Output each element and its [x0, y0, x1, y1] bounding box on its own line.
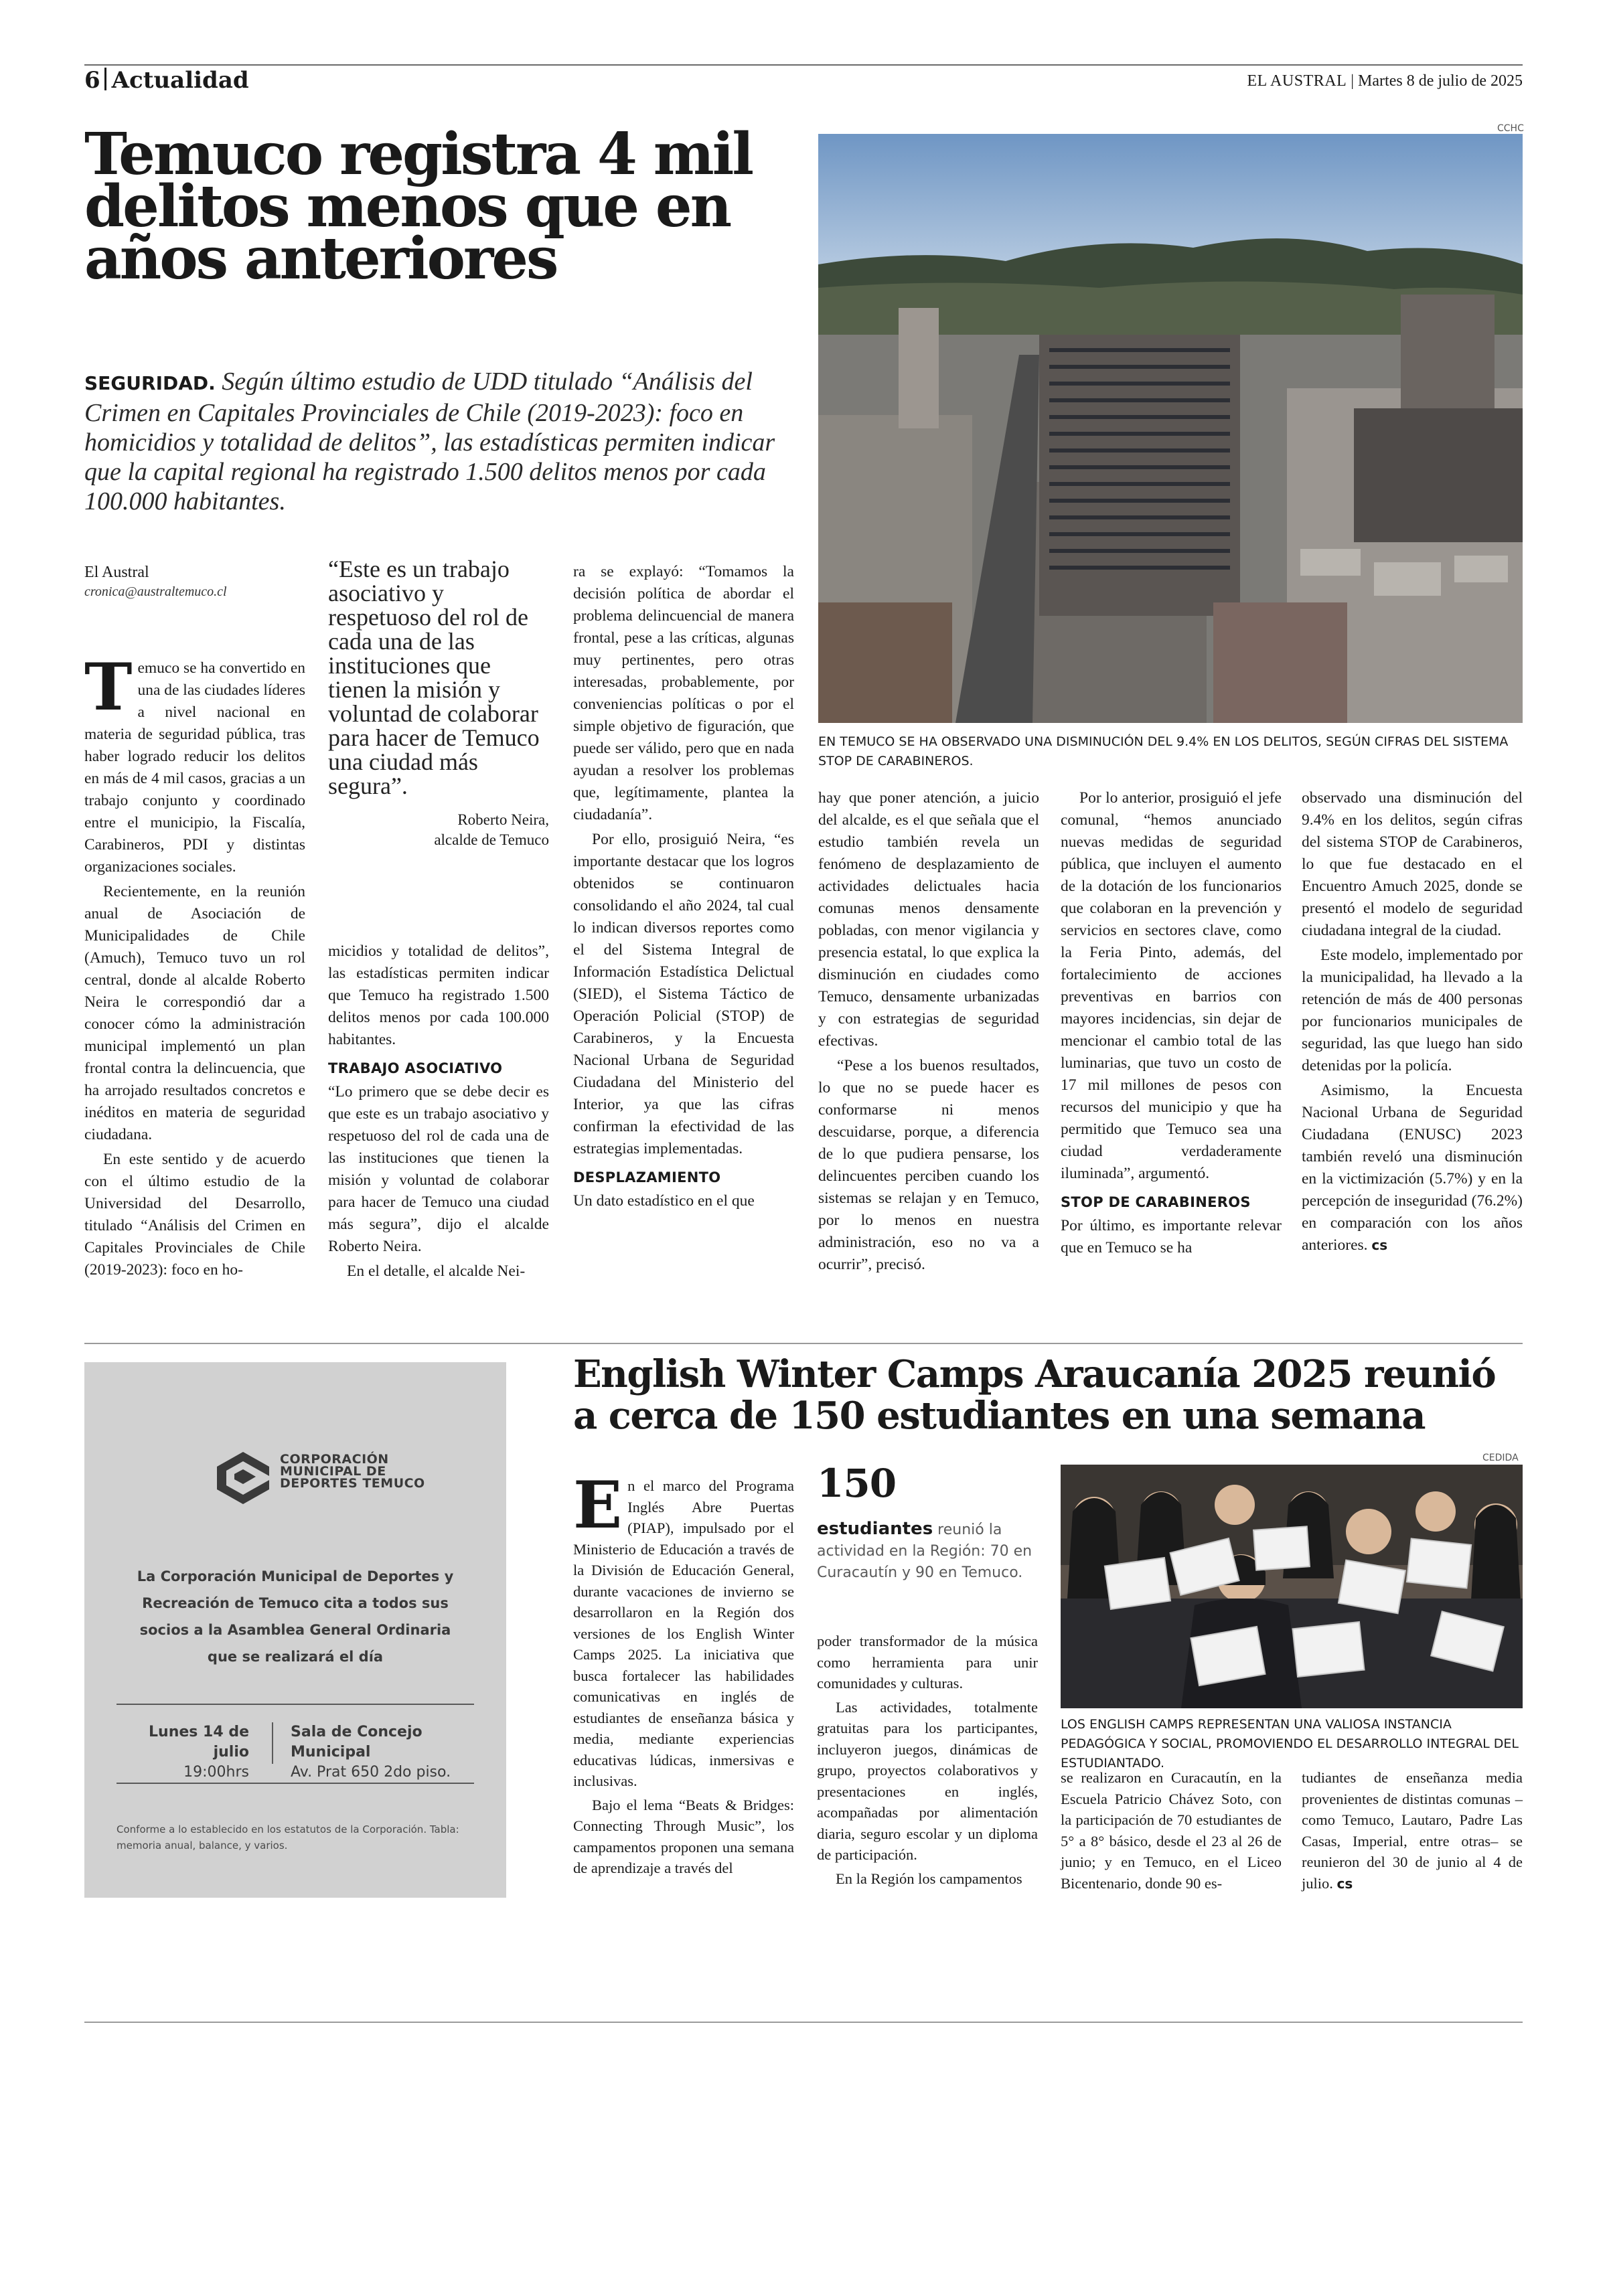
story1-col2-p1: micidios y totalidad de delitos”, las estadísticas permiten indicar que Temuco ha registrado 1.500 delitos menos por cada 100.000 habitantes.: [328, 942, 549, 1048]
pull-quote-attribution: [328, 810, 549, 850]
story1-column-2: [328, 940, 549, 1285]
story2-end-mark: cs: [1336, 1875, 1353, 1892]
story1-lead: [84, 367, 794, 516]
story1-col6-p3: [1302, 1080, 1523, 1256]
story1-column-4: [818, 787, 1039, 1279]
ad-date-day: Lunes 14 de julio: [149, 1724, 249, 1760]
subhead-trabajo-asociativo: TRABAJO ASOCIATIVO: [328, 1060, 503, 1076]
story1-dropcap: T: [84, 649, 133, 725]
subhead-stop-carabineros: STOP DE CARABINEROS: [1061, 1194, 1251, 1210]
english-camps-photo: [1061, 1465, 1523, 1708]
ad-vertical-divider: [272, 1722, 273, 1764]
story2-photo-caption: LOS ENGLISH CAMPS REPRESENTAN UNA VALIOSA INSTANCIA PEDAGÓGICA Y SOCIAL, PROMOVIENDO EL DESARROLLO INTEGRAL DEL ESTUDIANTADO.: [1061, 1717, 1519, 1771]
story1-column-1: [84, 649, 306, 1284]
ad-place: [291, 1722, 491, 1783]
header-separator: [104, 68, 106, 90]
story1-column-6: [1302, 787, 1523, 1259]
story2-col4-text: tudiantes de enseñanza media provenientes de distintas comunas –como Temuco, Lautaro, Padre Las Casas, Imperial, entre otras– se reunieron del 30 de junio al 4 de julio.: [1302, 1769, 1523, 1892]
story1-col6-p2: Este modelo, implementado por la municipalidad, ha llevado a la retención de más de 400 personas por funcionarios municipales de seguridad, las que luego han sido detenidas por la policía.: [1302, 947, 1523, 1074]
section-divider: [84, 1343, 1523, 1344]
story1-col1-p2: Recientemente, en la reunión anual de Asociación de Municipalidades de Chile (Amuch), Temuco tuvo un rol central, donde al alcalde Roberto Neira le correspondió dar a conocer cómo la administración municipal implementó un plan frontal contra la delincuencia, que ha arrojado resultados concretos e inéditos en materia de seguridad ciudadana.: [84, 883, 305, 1143]
corporacion-logo-text: CORPORACIÓN MUNICIPAL DE DEPORTES TEMUCO: [280, 1452, 425, 1491]
stat-number: 150: [817, 1461, 897, 1506]
pull-quote-role: alcalde de Temuco: [434, 831, 549, 848]
subhead-desplazamiento: DESPLAZAMIENTO: [573, 1169, 721, 1185]
temuco-city-photo: [818, 134, 1523, 723]
pull-quote-author: Roberto Neira,: [457, 811, 549, 828]
story1-byline: [84, 564, 227, 600]
page-number: 6: [84, 67, 100, 94]
byline-author: El Austral: [84, 564, 149, 581]
story2-column-3: [1061, 1767, 1282, 1896]
story2-col2-p1: poder transformador de la música como herramienta para unir comunidades y culturas.: [817, 1633, 1038, 1692]
story2-column-2: [817, 1631, 1038, 1892]
story1-column-5: [1061, 787, 1282, 1262]
bottom-rule: [84, 2022, 1523, 2023]
story2-headline: English Winter Camps Araucanía 2025 reunió a cerca de 150 estudiantes en una semana: [573, 1352, 1496, 1438]
ad-message: La Corporación Municipal de Deportes y Recreación de Temuco cita a todos sus socios a la Asamblea General Ordinaria que se realizará el día: [137, 1568, 454, 1665]
story2-column-4: [1302, 1767, 1523, 1897]
story1-col2-p2: “Lo primero que se debe decir es que este es un trabajo asociativo y respetuoso del rol de cada una de las instituciones que tienen la misión y voluntad de colaborar para hacer de Temuco una ciudad más segura”, dijo el alcalde Roberto Neira.: [328, 1083, 549, 1255]
story1-kicker: SEGURIDAD.: [84, 372, 216, 394]
stat-label: estudiantes: [817, 1519, 933, 1539]
top-rule: [84, 64, 1523, 66]
story1-lead-text: Según último estudio de UDD titulado “Análisis del Crimen en Capitales Provinciales de Chile (2019-2023): foco en homicidios y totalidad de delitos”, las estadísticas permiten indicar que la capital regional ha registrado 1.500 delitos menos por cada 100.000 habitantes.: [84, 367, 775, 515]
story1-col4-p2: “Pese a los buenos resultados, lo que no se puede hacer es conformarse ni menos descuidarse, porque, a diferencia de lo que pudiera pensarse, los delincuentes perciben cuando los sistemas se relajan y en Temuco, por lo menos en nuestra administración, eso no va a ocurrir”, precisó.: [818, 1057, 1039, 1273]
story1-photo-credit: CCHC: [1497, 123, 1524, 134]
byline-email: cronica@australtemuco.cl: [84, 584, 227, 599]
story2-col4-p1: [1302, 1767, 1523, 1894]
ad-place-name: Sala de Concejo Municipal: [291, 1724, 423, 1760]
story1-col3-p3: Un dato estadístico en el que: [573, 1192, 755, 1210]
pull-quote: “Este es un trabajo asociativo y respetuoso del rol de cada una de las instituciones que tienen la misión y voluntad de colaborar para hacer de Temuco una ciudad más segura”.: [328, 556, 540, 799]
story1-col5-p2: Por último, es importante relevar que en Temuco se ha: [1061, 1217, 1282, 1256]
story1-col3-p1: ra se explayó: “Tomamos la decisión política de abordar el problema delincuencial de manera frontal, pese a las críticas, algunas muy pertinentes, pero otras interesadas, probablemente, por conveniencias políticas o por el simple objetivo de figuración, que puede ser válido, pero que en nada ayudan a resolver los problemas que, legítimamente, plantea la ciudadanía”.: [573, 563, 794, 823]
page-header-left: [84, 67, 249, 94]
ad-place-address: Av. Prat 650 2do piso.: [291, 1764, 451, 1781]
story2-dropcap: E: [573, 1467, 623, 1543]
story1-col2-p3: En el detalle, el alcalde Nei-: [347, 1262, 526, 1280]
corporacion-logo-icon: [214, 1449, 272, 1507]
story1-col1-p1: emuco se ha convertido en una de las ciudades líderes a nivel nacional en materia de seguridad pública, tras haber logrado reducir los delitos en más de 4 mil casos, gracias a un trabajo conjunto y coordinado entre el municipio, la Fiscalía, Carabineros, PDI y distintas organizaciones sociales.: [84, 659, 306, 876]
issue-date: Martes 8 de julio de 2025: [1358, 72, 1523, 90]
ad-bottom-line: [117, 1783, 474, 1784]
story2-stat-box: [817, 1463, 1045, 1584]
story2-col2-p3: En la Región los campamentos: [836, 1870, 1022, 1887]
ad-footer: Conforme a lo establecido en los estatutos de la Corporación. Tabla: memoria anual, balance, y varios.: [117, 1823, 459, 1852]
story2-col3-p1: se realizaron en Curacautín, en la Escuela Patricio Chávez Soto, con la participación de 70 estudiantes de 5° a 8° básico, desde el 23 al 26 de junio; y en Temuco, en el Liceo Bicentenario, donde 90 es-: [1061, 1769, 1282, 1892]
story1-photo-caption: EN TEMUCO SE HA OBSERVADO UNA DISMINUCIÓN DEL 9.4% EN LOS DELITOS, SEGÚN CIFRAS DEL SISTEMA STOP DE CARABINEROS.: [818, 734, 1509, 768]
story2-col2-p2: Las actividades, totalmente gratuitas para los participantes, incluyeron juegos, dinámicas de grupo, proyectos colaborativos y presentaciones en inglés, acompañadas por alimentación diaria, seguro escolar y un diploma de participación.: [817, 1698, 1038, 1863]
story2-column-1: [573, 1467, 794, 1882]
ad-date: [115, 1722, 249, 1783]
story1-col6-p3-text: Asimismo, la Encuesta Nacional Urbana de Seguridad Ciudadana (ENUSC) 2023 también reveló una disminución en la victimización (5.7%) y en la percepción de inseguridad (76.2%) en comparación con los años anteriores.: [1302, 1082, 1523, 1254]
story1-col1-p3: En este sentido y de acuerdo con el último estudio de la Universidad del Desarrollo, titulado “Análisis del Crimen en Capitales Provinciales de Chile (2019-2023): foco en ho-: [84, 1151, 305, 1279]
page-header-right: EL AUSTRAL | Martes 8 de julio de 2025: [1247, 72, 1523, 90]
story2-photo-credit: CEDIDA: [1482, 1453, 1519, 1463]
story1-col5-p1: Por lo anterior, prosiguió el jefe comunal, “hemos anunciado nuevas medidas de seguridad pública, que incluyen el aumento de la dotación de los funcionarios que colaboran en la prevención y servicios en sectores clave, como la Feria Pinto, además, del fortalecimiento de acciones preventivas en barrios con mayores incidencias, sin dejar de mencionar el cambio total de las luminarias, que tuvo un costo de 17 mil millones de pesos con recursos del municipio y que ha permitido que Temuco sea una ciudad verdaderamente iluminada”, argumentó.: [1061, 789, 1282, 1182]
story2-col1-p2: Bajo el lema “Beats & Bridges: Connecting Through Music”, los campamentos proponen una semana de aprendizaje a través del: [573, 1796, 794, 1876]
section-name: Actualidad: [111, 67, 249, 94]
story1-col6-p1: observado una disminución del 9.4% en los delitos, según cifras del sistema STOP de Carabineros, lo que fue destacado en el Encuentro Amuch 2025, donde se presentó el modelo de seguridad ciudadana integral de la ciudad.: [1302, 789, 1523, 939]
story1-col4-p1: hay que poner atención, a juicio del alcalde, es el que señala que el estudio también revela un fenómeno de desplazamiento de actividades delictuales hacia comunas menos densamente pobladas, con menor vigilancia y presencia estatal, lo que explica la disminución en ciudades como Temuco, densamente urbanizadas y con estrategias de seguridad efectivas.: [818, 789, 1039, 1050]
story1-end-mark: cs: [1371, 1237, 1388, 1253]
ad-date-time: 19:00hrs: [183, 1764, 249, 1781]
story1-column-3: [573, 561, 794, 1215]
corporacion-deportes-ad: [84, 1362, 506, 1898]
stat-description: [817, 1518, 1045, 1584]
ad-top-line: [117, 1704, 474, 1705]
story1-headline: Temuco registra 4 mil delitos menos que en años anteriores: [84, 120, 753, 293]
story2-col1-p1: n el marco del Programa Inglés Abre Puertas (PIAP), impulsado por el Ministerio de Educación a través de la División de Educación General, durante vacaciones de invierno se desarrollaron en la Región dos versiones de los English Winter Camps 2025. La iniciativa que busca fortalecer las habilidades comunicativas en inglés de estudiantes de enseñanza básica y media, mediante experiencias educativas lúdicas, inmersivas e inclusivas.: [573, 1477, 794, 1789]
publication-name: EL AUSTRAL: [1247, 72, 1347, 90]
story1-col3-p2: Por ello, prosiguió Neira, “es importante destacar que los logros obtenidos se continuaron consolidando el año 2024, tal cual lo indican diversos reportes como el del Sistema Integral de Información Estadística Delictual (SIED), el Sistema Táctico de Operación Policial (STOP) de Carabineros, y la Encuesta Nacional Urbana de Seguridad Ciudadana del Ministerio del Interior, ya que las cifras confirman la efectividad de las estrategias implementadas.: [573, 831, 794, 1157]
stat-text: reunió la actividad en la Región: 70 en Curacautín y 90 en Temuco.: [817, 1522, 1032, 1581]
